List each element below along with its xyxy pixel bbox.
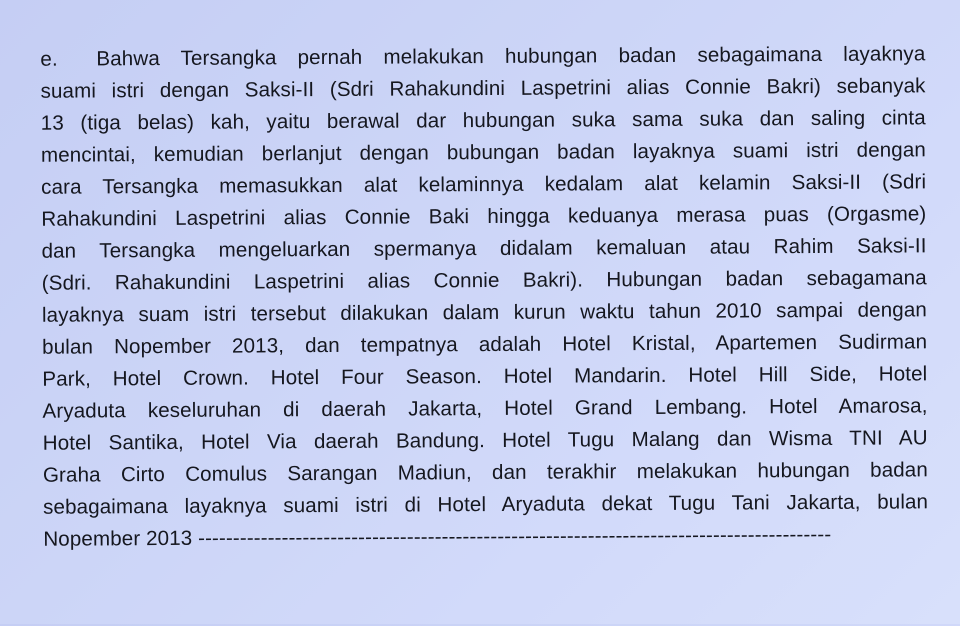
text-line-15: sebagaimana layaknya suami istri di Hotel Aryaduta dekat Tugu Tani Jakarta, bulan bbox=[43, 490, 929, 519]
text-line-12: Aryaduta keseluruhan di daerah Jakarta, Hotel Grand Lembang. Hotel Amarosa, bbox=[42, 394, 928, 423]
text-line-7: dan Tersangka mengeluarkan spermanya didalam kemaluan atau Rahim Saksi-II bbox=[41, 234, 927, 263]
text-line-4: mencintai, kemudian berlanjut dengan bubungan badan layaknya suami istri dengan bbox=[40, 138, 927, 167]
text-line-9: layaknya suam istri tersebut dilakukan dalam kurun waktu tahun 2010 sampai dengan bbox=[41, 298, 927, 327]
item-marker: e. bbox=[40, 47, 58, 71]
text-line-8: (Sdri. Rahakundini Laspetrini alias Connie Bakri). Hubungan badan sebagamana bbox=[41, 266, 927, 295]
text-line-16: Nopember 2013 ------------------------------------------------------------------------------------------- bbox=[43, 522, 832, 551]
text-line-11: Park, Hotel Crown. Hotel Four Season. Hotel Mandarin. Hotel Hill Side, Hotel bbox=[42, 362, 928, 391]
text-line-2: suami istri dengan Saksi-II (Sdri Rahakundini Laspetrini alias Connie Bakri) sebanyak bbox=[40, 74, 926, 103]
line-text: Bahwa Tersangka pernah melakukan hubungan badan sebagaimana layaknya bbox=[96, 42, 926, 71]
text-line-3: 13 (tiga belas) kah, yaitu berawal dar hubungan suka sama suka dan saling cinta bbox=[40, 106, 926, 135]
text-line-1 bbox=[40, 38, 925, 75]
text-line-13: Hotel Santika, Hotel Via daerah Bandung. Hotel Tugu Malang dan Wisma TNI AU bbox=[42, 426, 928, 455]
text-line-5: cara Tersangka memasukkan alat kelaminnya kedalam alat kelamin Saksi-II (Sdri bbox=[41, 170, 927, 199]
text-line-6: Rahakundini Laspetrini alias Connie Baki hingga keduanya merasa puas (Orgasme) bbox=[41, 202, 927, 231]
text-line-10: bulan Nopember 2013, dan tempatnya adalah Hotel Kristal, Apartemen Sudirman bbox=[42, 330, 928, 359]
text-line-14: Graha Cirto Comulus Sarangan Madiun, dan terakhir melakukan hubungan badan bbox=[42, 458, 928, 487]
paragraph-e bbox=[40, 38, 928, 555]
